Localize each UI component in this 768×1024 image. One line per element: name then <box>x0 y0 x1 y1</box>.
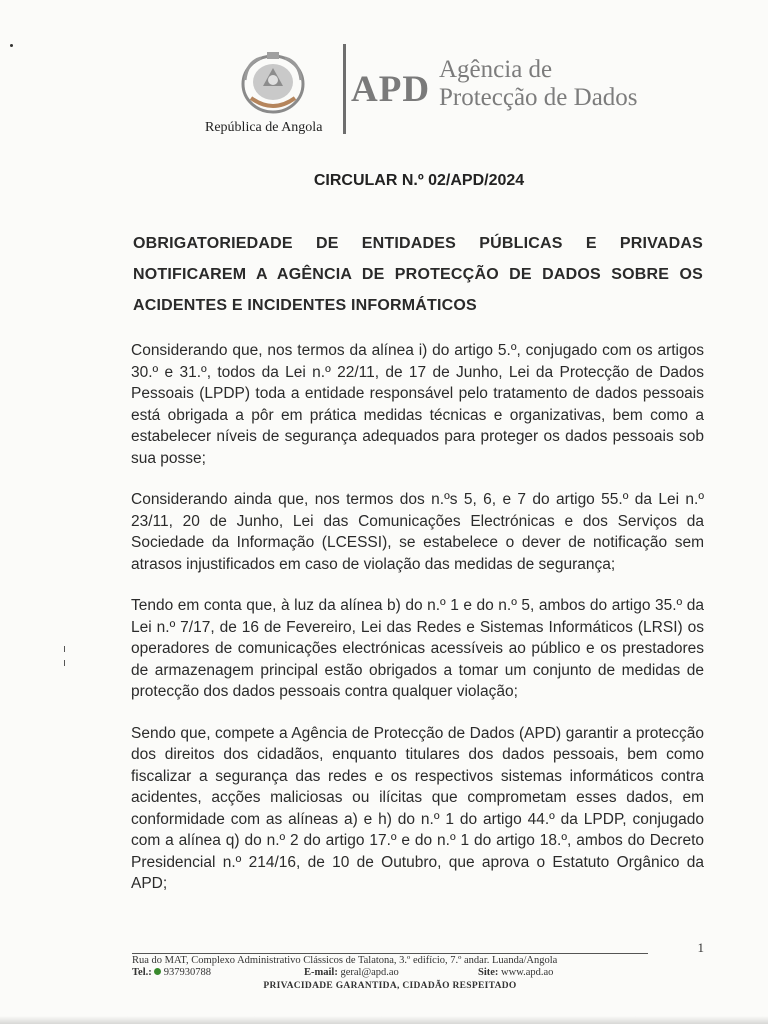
scan-artifact <box>10 44 13 47</box>
letterhead-divider <box>343 44 346 134</box>
coat-of-arms-icon <box>237 50 309 118</box>
document-subject: OBRIGATORIEDADE DE ENTIDADES PÚBLICAS E PRIVADAS NOTIFICAREM A AGÊNCIA DE PROTECÇÃO DE DADOS SOBRE OS ACIDENTES E INCIDENTES INFORMÁTICOS <box>133 235 703 314</box>
phone-value: 937930788 <box>163 967 211 978</box>
footer <box>132 955 648 992</box>
footer-site <box>478 967 553 979</box>
apd-logo-text: APD <box>351 69 431 110</box>
site-value[interactable]: www.apd.ao <box>501 967 554 978</box>
circular-number: CIRCULAR N.º 02/APD/2024 <box>313 172 525 189</box>
footer-phone <box>132 967 211 979</box>
page-number: 1 <box>697 940 704 955</box>
paragraph: Sendo que, compete a Agência de Protecção de Dados (APD) garantir a protecção dos direitos dos cidadãos, enquanto titulares dos dados pessoais, bem como fiscalizar a segurança das redes e os respectivos sistemas informáticos contra acidentes, acções maliciosas ou ilícitas que comprometam esses dados, em conformidade com as alíneas a) e h) do n.º 1 do artigo 44.º da LPDP, conjugado com a alínea q) do n.º 2 do artigo 17.º e do n.º 1 do artigo 18.º, ambos do Decreto Presidencial n.º 214/16, de 10 de Outubro, que aprova o Estatuto Orgânico da APD; <box>131 724 704 892</box>
document-body <box>131 340 704 915</box>
site-label: Site: <box>478 967 499 978</box>
agency-name-line1: Agência de <box>439 56 553 83</box>
footer-address: Rua do MAT, Complexo Administrativo Clássicos de Talatona, 3.º edifício, 7.º andar. Luanda/Angola <box>132 955 558 966</box>
footer-contact-row <box>132 967 648 979</box>
paragraph: Considerando que, nos termos da alínea i) do artigo 5.º, conjugado com os artigos 30.º e 31.º, todos da Lei n.º 22/11, de 17 de Junho, Lei da Protecção de Dados Pessoais (LPDP) toda a entidade responsável pelo tratamento de dados pessoais está obrigada a pôr em prática medidas técnicas e organizativas, bem como a estabelecer níveis de segurança adequados para proteger os dados pessoais sob sua posse; <box>131 342 704 467</box>
footer-email <box>304 967 399 979</box>
phone-icon <box>154 968 161 975</box>
footer-motto: PRIVACIDADE GARANTIDA, CIDADÃO RESPEITADO <box>263 981 517 991</box>
scan-artifact <box>64 646 65 652</box>
phone-label: Tel.: <box>132 967 152 978</box>
email-value[interactable]: geral@apd.ao <box>340 967 399 978</box>
republica-label: República de Angola <box>205 120 323 135</box>
paragraph: Tendo em conta que, à luz da alínea b) do n.º 1 e do n.º 5, ambos do artigo 35.º da Lei n.º 7/17, de 16 de Fevereiro, Lei das Redes e Sistemas Informáticos (LRSI) os operadores de comunicações electrónicas acessíveis ao público e os prestadores de armazenagem principal estão obrigados a tomar um conjunto de medidas de protecção dos dados pessoais contra qualquer violação; <box>131 597 704 700</box>
scan-artifact <box>64 660 65 666</box>
email-label: E-mail: <box>304 967 338 978</box>
scan-edge <box>0 1016 768 1024</box>
paragraph: Considerando ainda que, nos termos dos n.ºs 5, 6, e 7 do artigo 55.º da Lei n.º 23/11, 20 de Junho, Lei das Comunicações Electrónicas e dos Serviços da Sociedade da Informação (LCESSI), se estabelece o dever de notificação sem atrasos injustificados em caso de violação das medidas de segurança; <box>131 491 704 573</box>
agency-name-line2: Protecção de Dados <box>439 84 638 111</box>
letterhead <box>195 42 655 142</box>
footer-divider <box>132 953 648 954</box>
